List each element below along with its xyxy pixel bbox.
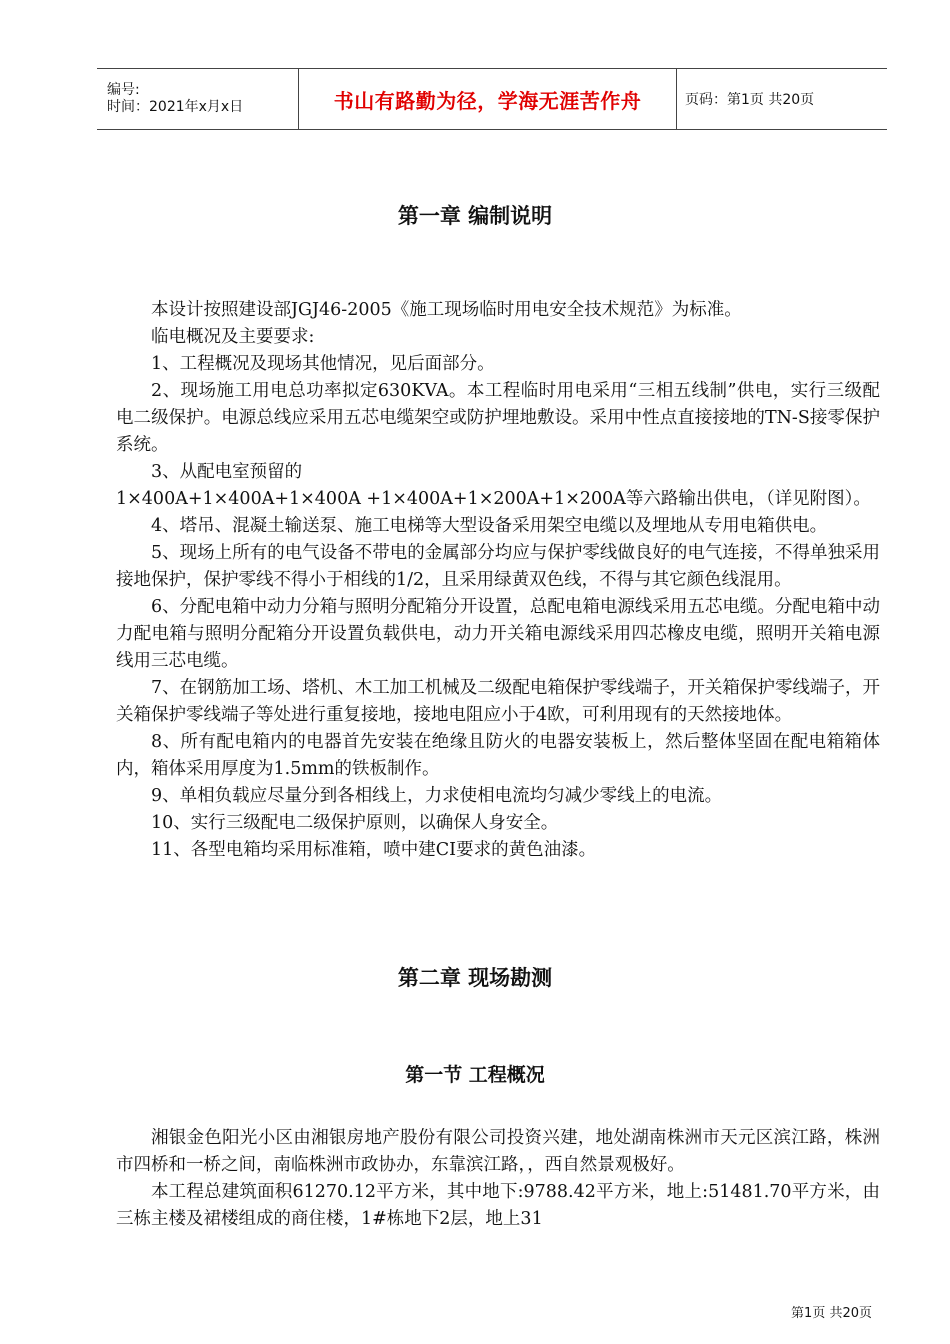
paragraph: 临电概况及主要要求: xyxy=(151,327,315,347)
paragraph: 7、在钢筋加工场、塔机、木工加工机械及二级配电箱保护零线端子，开关箱保护零线端子，开关箱保护零线端子等处进行重复接地，接地电阻应小于4欧，可利用现有的天然接地体。 xyxy=(116,678,880,725)
document-time-label: 时间：2021年x月x日 xyxy=(107,99,244,115)
paragraph: 6、分配电箱中动力分箱与照明分配箱分开设置，总配电箱电源线采用五芯电缆。分配电箱中动力配电箱与照明分配箱分开设置负载供电，动力开关箱电源线采用四芯橡皮电缆，照明开关箱电源线用三芯电缆。 xyxy=(116,597,880,671)
paragraph: 11、各型电箱均采用标准箱，喷中建CI要求的黄色油漆。 xyxy=(151,840,597,860)
paragraph: 9、单相负载应尽量分到各相线上，力求使相电流均匀减少零线上的电流。 xyxy=(151,786,723,806)
document-number-label: 编号: xyxy=(107,82,140,98)
paragraph: 2、现场施工用电总功率拟定630KVA。本工程临时用电采用“三相五线制”供电，实行三级配电二级保护。电源总线应采用五芯电缆架空或防护埋地敷设。采用中性点直接接地的TN-S接零保护系统。 xyxy=(116,381,880,455)
header-page-info: 页码：第1页 共20页 xyxy=(685,92,815,108)
paragraph: 3、从配电室预留的 xyxy=(151,462,303,482)
page-header xyxy=(97,68,887,130)
header-slogan: 书山有路勤为径，学海无涯苦作舟 xyxy=(299,69,677,129)
paragraph: 湘银金色阳光小区由湘银房地产股份有限公司投资兴建，地处湖南株洲市天元区滨江路，株洲市四桥和一桥之间，南临株洲市政协办，东靠滨江路，，西自然景观极好。 xyxy=(116,1128,880,1175)
section-1-title: 第一节 工程概况 xyxy=(405,1064,545,1086)
header-meta xyxy=(97,69,299,129)
paragraph: 本工程总建筑面积61270.12平方米，其中地下:9788.42平方米，地上:51481.70平方米，由三栋主楼及裙楼组成的商住楼，1#栋地下2层，地上31 xyxy=(116,1182,880,1229)
paragraph: 1、工程概况及现场其他情况，见后面部分。 xyxy=(151,354,495,374)
paragraph: 5、现场上所有的电气设备不带电的金属部分均应与保护零线做良好的电气连接，不得单独采用接地保护，保护零线不得小于相线的1/2，且采用绿黄双色线，不得与其它颜色线混用。 xyxy=(116,543,880,590)
chapter-1-body xyxy=(116,297,880,864)
paragraph: 10、实行三级配电二级保护原则，以确保人身安全。 xyxy=(151,813,559,833)
page-footer: 第1页 共20页 xyxy=(791,1306,872,1321)
paragraph: 本设计按照建设部JGJ46-2005《施工现场临时用电安全技术规范》为标准。 xyxy=(151,300,742,320)
chapter-1-title: 第一章 编制说明 xyxy=(397,204,553,228)
section-1-body xyxy=(116,1125,880,1233)
chapter-2-title: 第二章 现场勘测 xyxy=(397,966,553,990)
paragraph: 1×400A+1×400A+1×400A +1×400A+1×200A+1×200A等六路输出供电，（详见附图）。 xyxy=(116,489,871,509)
paragraph: 4、塔吊、混凝土输送泵、施工电梯等大型设备采用架空电缆以及埋地从专用电箱供电。 xyxy=(151,516,828,536)
paragraph: 8、所有配电箱内的电器首先安装在绝缘且防火的电器安装板上，然后整体坚固在配电箱箱体内，箱体采用厚度为1.5mm的铁板制作。 xyxy=(116,732,880,779)
